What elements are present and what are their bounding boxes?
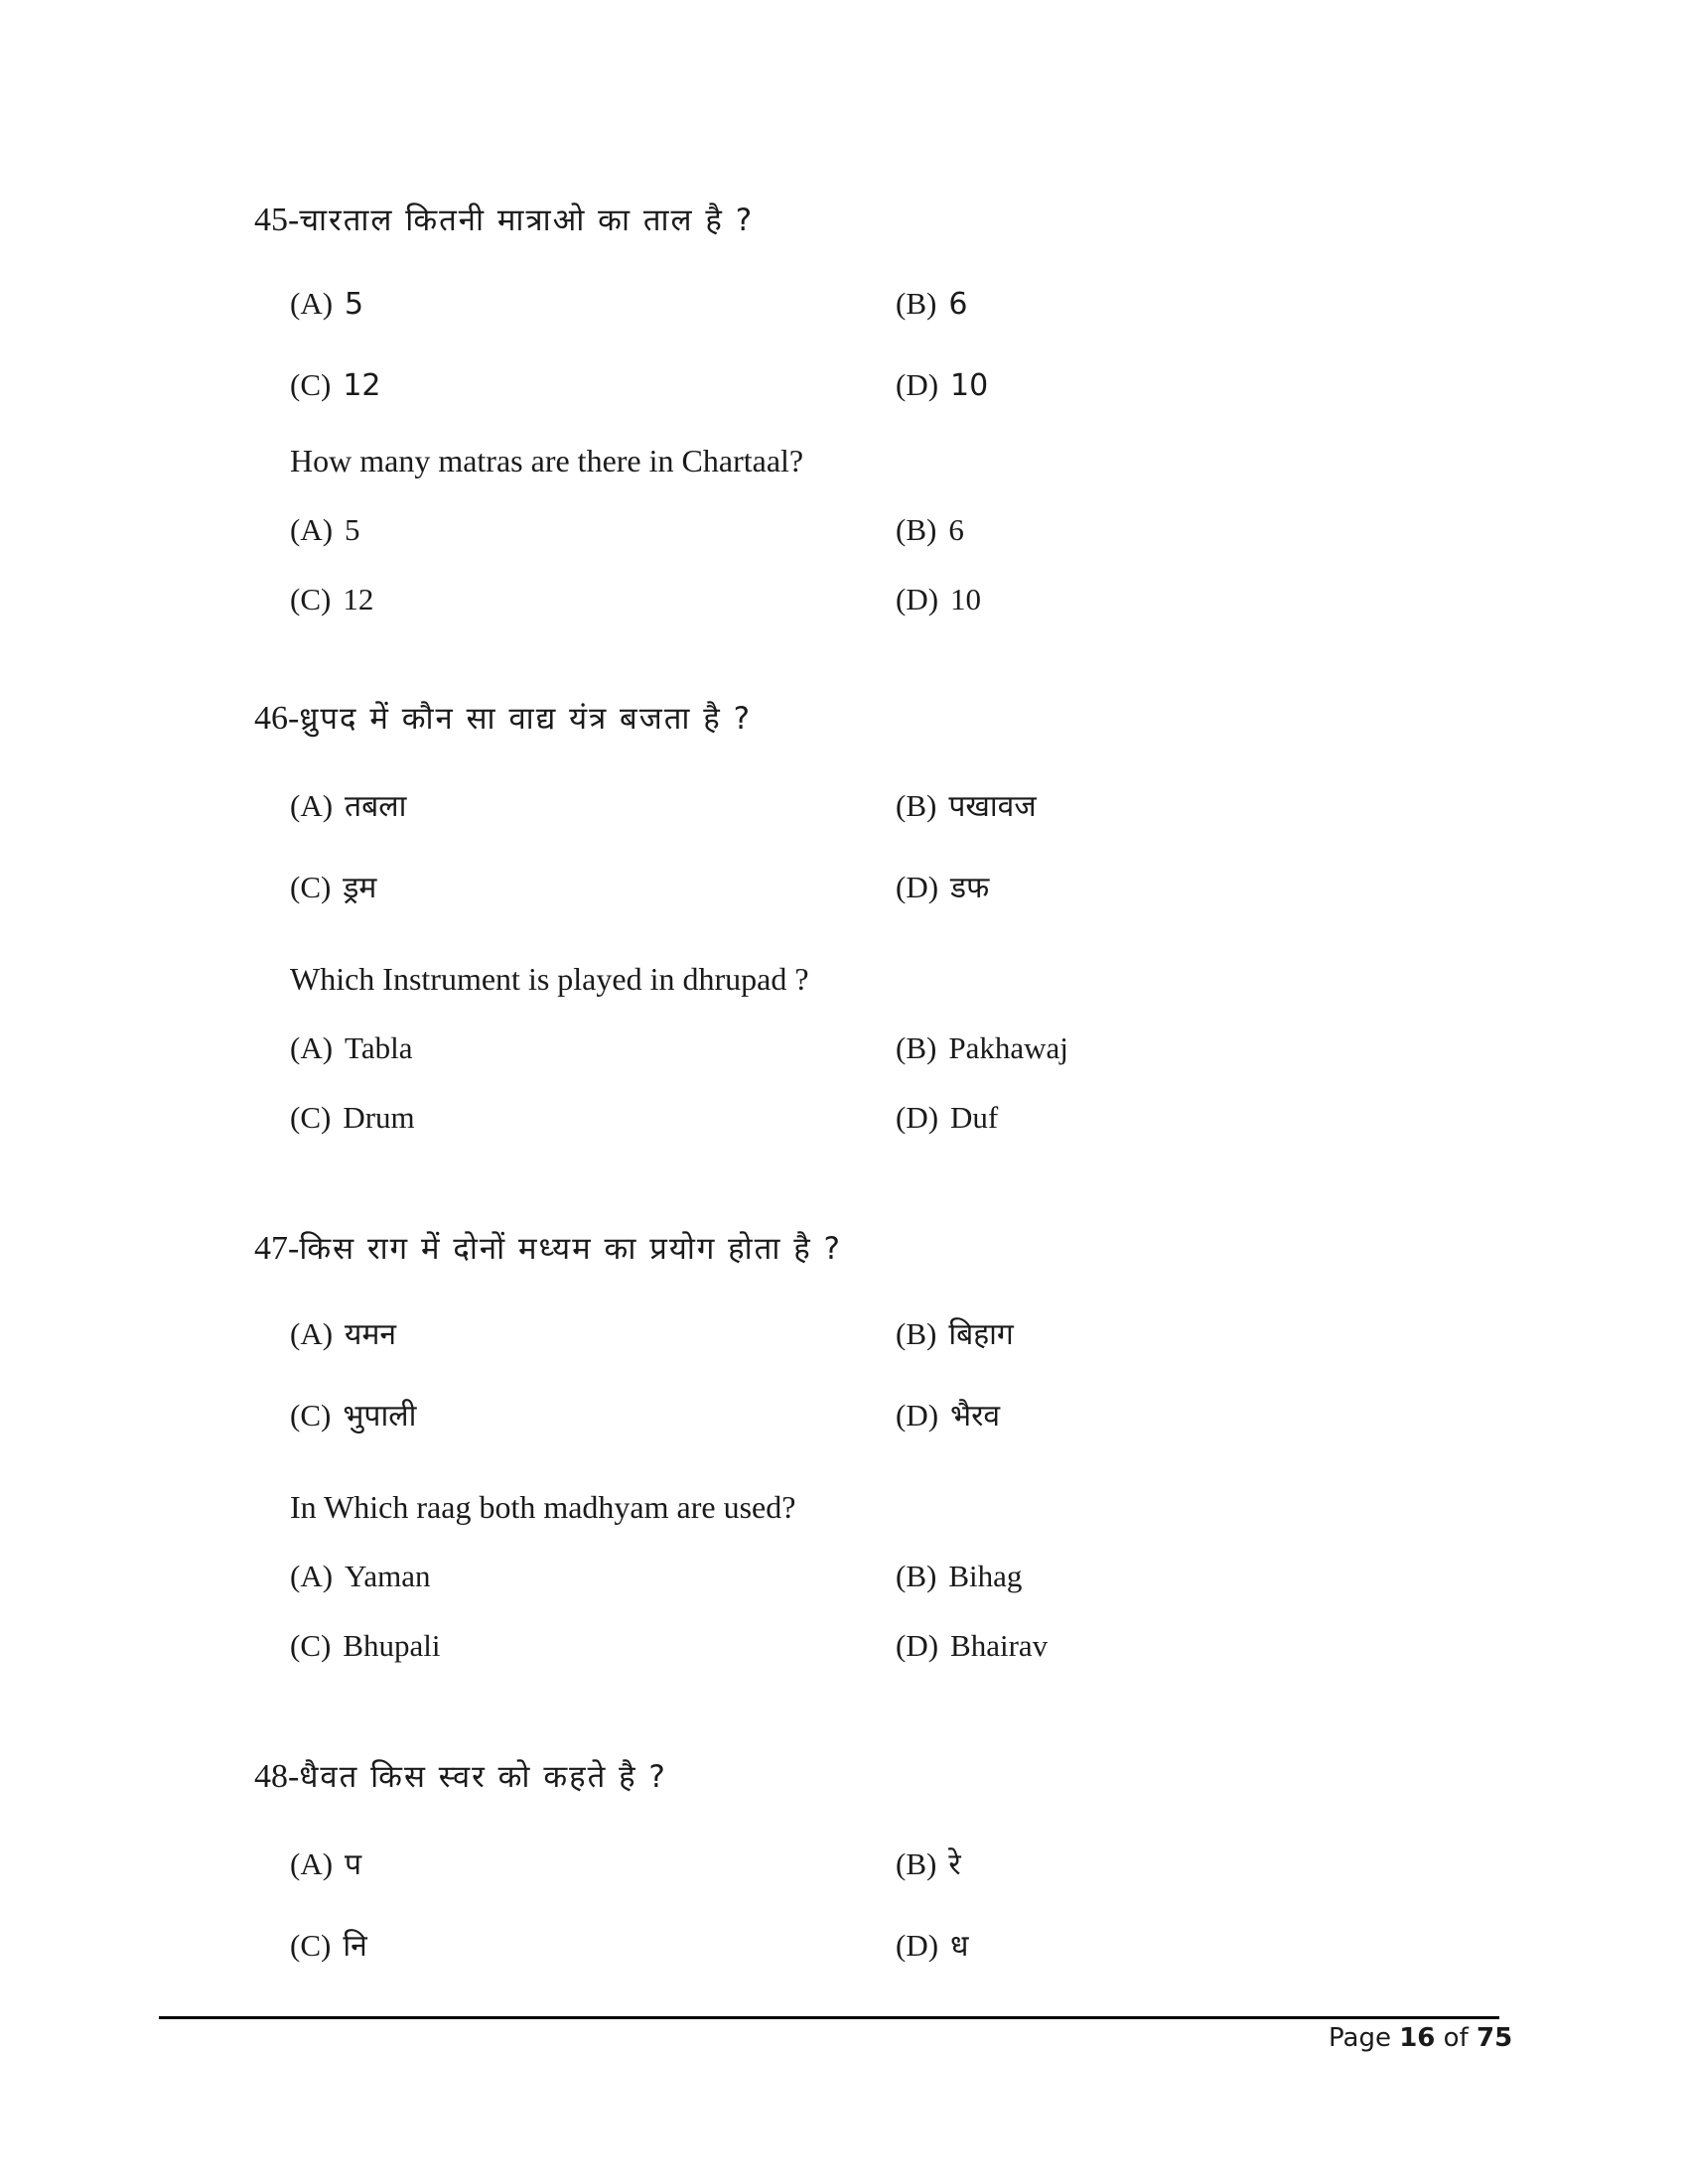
option-c [290, 367, 381, 403]
option-label: (C) [290, 1398, 332, 1433]
option-label: (B) [896, 1030, 937, 1065]
option-value: Bihag [948, 1559, 1023, 1593]
option-label: (B) [896, 512, 937, 547]
option-label: (B) [896, 1846, 937, 1881]
option-d [896, 1394, 1000, 1434]
option-c [290, 1100, 415, 1136]
question-number: 45- [254, 202, 300, 238]
option-a [290, 1312, 396, 1353]
question-47-english: In Which raag both madhyam are used? [290, 1489, 796, 1525]
option-value: Duf [950, 1100, 999, 1135]
option-label: (A) [290, 286, 334, 321]
option-label: (A) [290, 512, 334, 547]
option-label: (B) [896, 788, 937, 823]
page-prefix: Page [1329, 2023, 1391, 2053]
option-value: प [345, 1847, 362, 1882]
question-number: 46- [254, 700, 300, 737]
option-label: (A) [290, 1030, 334, 1065]
option-label: (D) [896, 870, 939, 904]
option-value: Bhairav [950, 1628, 1049, 1663]
option-label: (A) [290, 1846, 334, 1881]
option-c [290, 1924, 367, 1965]
question-47-hindi [254, 1227, 842, 1269]
option-label: (C) [290, 582, 332, 616]
option-label: (B) [896, 1316, 937, 1351]
option-value: यमन [345, 1317, 397, 1352]
option-label: (A) [290, 1559, 334, 1593]
question-46-hindi [254, 697, 752, 739]
option-label: (C) [290, 870, 332, 904]
option-b [896, 286, 967, 322]
option-a [290, 1843, 361, 1883]
option-value: 12 [343, 368, 381, 403]
option-value: Drum [343, 1100, 415, 1135]
option-a [290, 286, 363, 322]
option-value: 6 [948, 512, 964, 547]
option-c [290, 582, 373, 617]
question-text: ध्रुपद में कौन सा वाद्य यंत्र बजता है ? [299, 701, 753, 737]
option-value: तबला [345, 789, 407, 824]
option-label: (C) [290, 1100, 332, 1135]
question-number: 48- [254, 1758, 300, 1795]
option-label: (B) [896, 1559, 937, 1593]
footer-divider [159, 2016, 1499, 2019]
option-value: 5 [345, 287, 364, 322]
option-a [290, 512, 360, 548]
question-45-hindi [254, 199, 754, 240]
option-c [290, 1394, 416, 1434]
option-value: भैरव [950, 1399, 1001, 1433]
question-48-hindi [254, 1755, 667, 1797]
option-label: (C) [290, 1628, 332, 1663]
option-c [290, 1628, 441, 1664]
option-value: बिहाग [948, 1317, 1014, 1352]
option-label: (A) [290, 788, 334, 823]
option-b [896, 1312, 1014, 1353]
option-d [896, 1628, 1048, 1664]
question-text: चारताल कितनी मात्राओ का ताल है ? [299, 203, 755, 238]
option-label: (D) [896, 1100, 939, 1135]
option-value: Yaman [345, 1559, 431, 1593]
question-text: धैवत किस स्वर को कहते है ? [299, 1759, 667, 1795]
question-number: 47- [254, 1230, 300, 1267]
option-d [896, 1100, 998, 1136]
option-value: डफ [950, 871, 990, 905]
option-label: (C) [290, 1928, 332, 1963]
option-value: भुपाली [343, 1399, 417, 1433]
option-c [290, 866, 376, 906]
option-a [290, 784, 406, 825]
option-value: 6 [948, 287, 968, 322]
option-value: 12 [343, 582, 374, 616]
option-b [896, 512, 964, 548]
option-d [896, 582, 981, 617]
option-value: Tabla [345, 1030, 413, 1065]
option-b [896, 1030, 1068, 1066]
option-value: 10 [950, 368, 989, 403]
option-value: 5 [345, 512, 360, 547]
option-d [896, 367, 988, 403]
option-value: Bhupali [343, 1628, 441, 1663]
option-b [896, 1559, 1022, 1594]
option-b [896, 1843, 961, 1883]
option-value: रे [948, 1847, 961, 1882]
option-label: (A) [290, 1316, 334, 1351]
option-label: (D) [896, 1628, 939, 1663]
option-b [896, 784, 1037, 825]
option-label: (D) [896, 1928, 939, 1963]
option-value: पखावज [948, 789, 1037, 824]
option-value: 10 [950, 582, 982, 616]
page-total: 75 [1477, 2023, 1513, 2053]
option-d [896, 866, 989, 906]
option-value: नि [343, 1929, 367, 1964]
option-d [896, 1924, 969, 1965]
option-value: Pakhawaj [948, 1030, 1068, 1065]
option-value: ध [950, 1929, 969, 1964]
option-label: (C) [290, 367, 332, 402]
question-text: किस राग में दोनों मध्यम का प्रयोग होता है ? [299, 1231, 842, 1267]
option-value: ड्रम [343, 871, 377, 905]
option-label: (D) [896, 1398, 939, 1433]
page-of: of [1443, 2023, 1469, 2053]
option-a [290, 1559, 430, 1594]
question-45-english: How many matras are there in Chartaal? [290, 443, 804, 478]
question-46-english: Which Instrument is played in dhrupad ? [290, 961, 809, 997]
page-number [1329, 2023, 1512, 2053]
option-label: (D) [896, 367, 939, 402]
page-current: 16 [1399, 2023, 1436, 2053]
option-a [290, 1030, 412, 1066]
option-label: (D) [896, 582, 939, 616]
option-label: (B) [896, 286, 937, 321]
